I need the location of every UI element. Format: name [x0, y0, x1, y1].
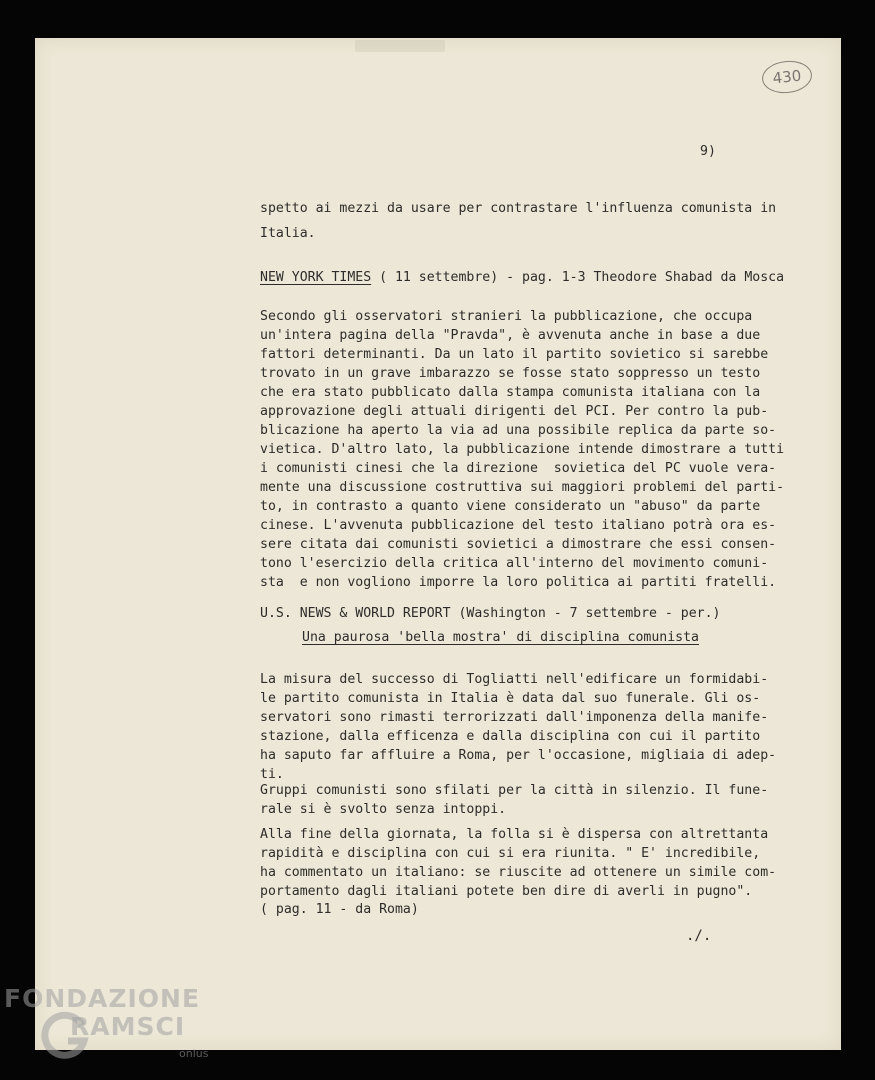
paragraph4-line: portamento dagli italiani potete ben dire di averli in pugno". [260, 884, 753, 899]
paragraph2-line: approvazione degli attuali dirigenti del PCI. Per contro la pub- [260, 404, 769, 419]
paragraph3-line: stazione, dalla efficenza e dalla disciplina con cui il partito [260, 729, 761, 744]
nyt-source: NEW YORK TIMES [260, 270, 372, 285]
watermark-line2: RAMSCI [70, 1012, 186, 1041]
faint-stamp-mark [355, 40, 445, 52]
paragraph2-line: tono l'esercizio della critica all'interno del movimento comuni- [260, 556, 769, 571]
paragraph4-line: Alla fine della giornata, la folla si è dispersa con altrettanta [260, 827, 769, 842]
gramsci-g-logo-icon [38, 1011, 90, 1063]
paragraph2-line: cinese. L'avvenuta pubblicazione del testo italiano potrà ora es- [260, 518, 777, 533]
archive-number-stamp: 430 [760, 58, 813, 95]
paragraph2-line: i comunisti cinesi che la direzione sovietica del PC vuole vera- [260, 461, 777, 476]
paragraph2-line: che era stato pubblicato dalla stampa comunista italiana con la [260, 385, 761, 400]
nyt-details: ( 11 settembre) - pag. 1-3 Theodore Shabad da Mosca [371, 270, 785, 285]
usnews-article-title: Una paurosa 'bella mostra' di disciplina comunista [302, 630, 699, 645]
paragraph1-line: Italia. [260, 226, 316, 241]
paragraph3-line: ti. [260, 767, 284, 782]
usnews-header: U.S. NEWS & WORLD REPORT (Washington - 7 settembre - per.) [260, 606, 721, 621]
paragraph4-line: ( pag. 11 - da Roma) [260, 902, 419, 917]
paragraph2-line: sere citata dai comunisti sovietici a dimostrare che essi consen- [260, 537, 777, 552]
paragraph2-line: trovato in un grave imbarazzo se fosse stato soppresso un testo [260, 366, 761, 381]
paragraph3-line: rale si è svolto senza intoppi. [260, 802, 507, 817]
paragraph1-line: spetto ai mezzi da usare per contrastare l'influenza comunista in [260, 201, 777, 216]
paragraph2-line: blicazione ha aperto la via ad una possibile replica da parte so- [260, 423, 777, 438]
paragraph2-line: to, in contrasto a quanto viene considerato un "abuso" da parte [260, 499, 761, 514]
paragraph3-line: servatori sono rimasti terrorizzati dall'imponenza della manife- [260, 710, 769, 725]
paragraph4-line: rapidità e disciplina con cui si era riunita. " E' incredibile, [260, 846, 761, 861]
paragraph3-line: le partito comunista in Italia è data dal suo funerale. Gli os- [260, 691, 761, 706]
fondazione-gramsci-watermark [4, 984, 209, 1060]
paragraph2-line: Secondo gli osservatori stranieri la pubblicazione, che occupa [260, 309, 753, 324]
watermark-onlus: onlus [179, 1047, 209, 1060]
paragraph3-line: ha saputo far affluire a Roma, per l'occasione, migliaia di adep- [260, 748, 777, 763]
paragraph2-line: fattori determinanti. Da un lato il partito sovietico si sarebbe [260, 347, 769, 362]
watermark-line1: FONDAZIONE [4, 984, 201, 1013]
paragraph2-line: sta e non vogliono imporre la loro politica ai partiti fratelli. [260, 575, 777, 590]
page-number: 9) [700, 144, 716, 159]
continuation-mark: ./. [686, 928, 712, 944]
paragraph2-line: un'intera pagina della "Pravda", è avvenuta anche in base a due [260, 328, 761, 343]
nyt-header [260, 268, 784, 287]
paragraph3-line: Gruppi comunisti sono sfilati per la città in silenzio. Il fune- [260, 783, 769, 798]
paragraph2-line: mente una discussione costruttiva sui maggiori problemi del parti- [260, 480, 785, 495]
paragraph3-line: La misura del successo di Togliatti nell'edificare un formidabi- [260, 672, 769, 687]
paragraph2-line: vietica. D'altro lato, la pubblicazione intende dimostrare a tutti [260, 442, 785, 457]
paragraph4-line: ha commentato un italiano: se riuscite ad ottenere un simile com- [260, 865, 777, 880]
